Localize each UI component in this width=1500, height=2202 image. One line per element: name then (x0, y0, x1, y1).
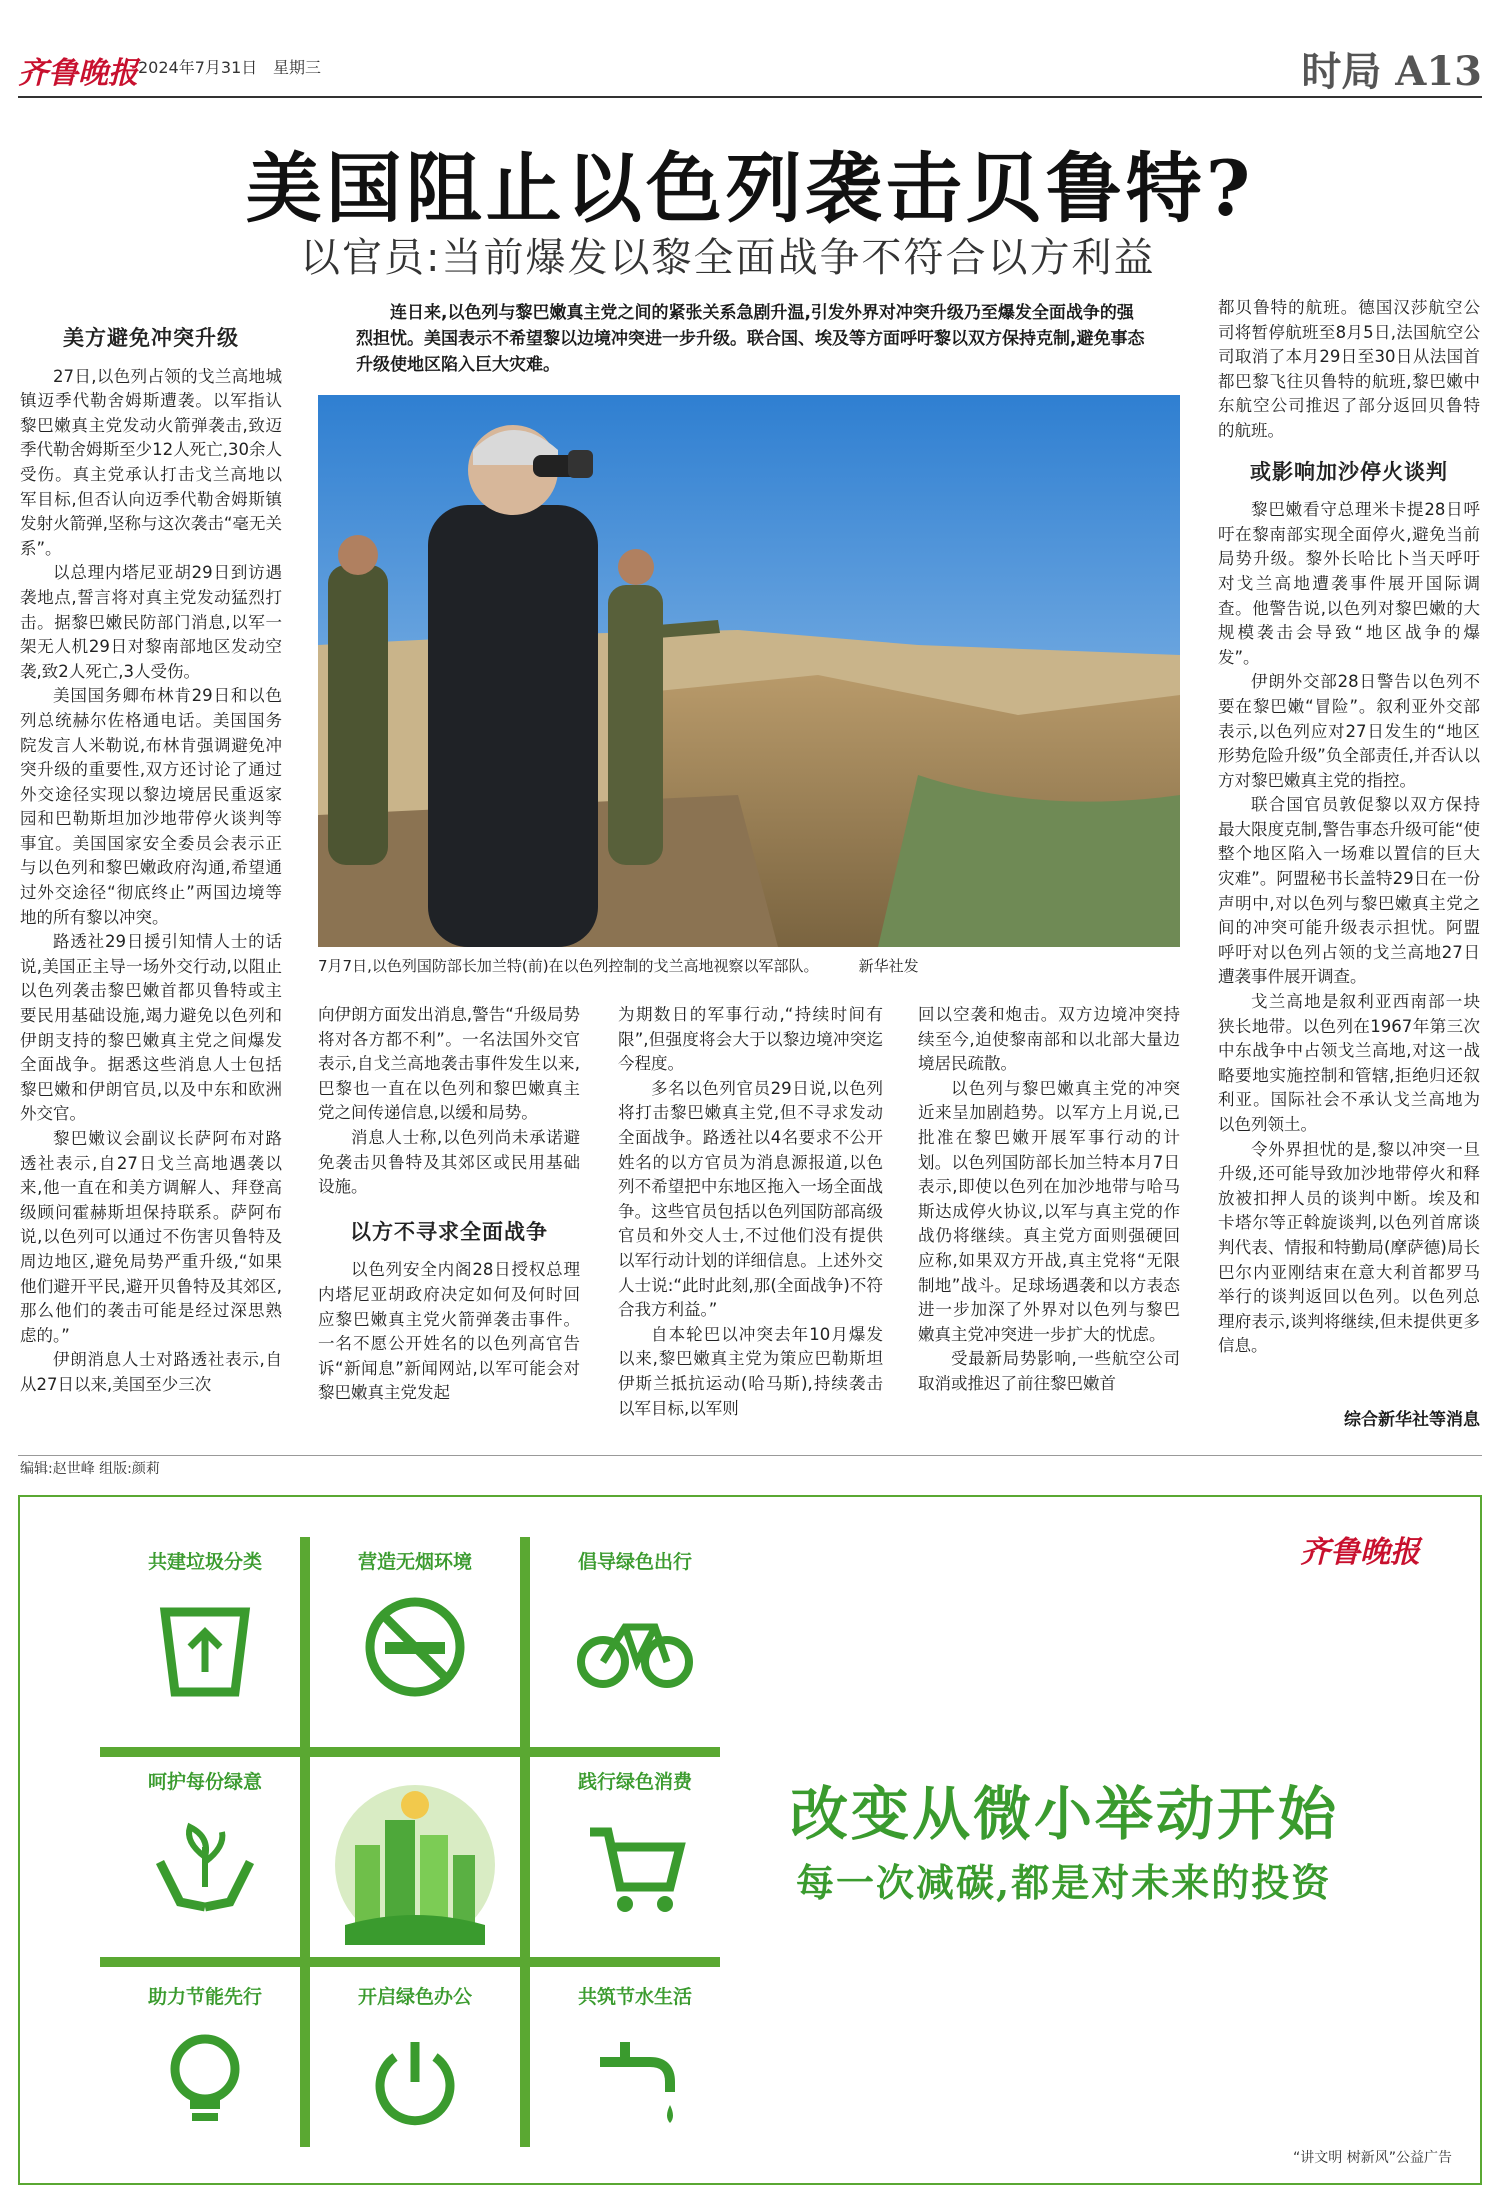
col1-paragraph: 路透社29日援引知情人士的话说,美国正主导一场外交行动,以阻止以色列袭击黎巴嫩首都贝鲁特或主要民用基础设施,竭力避免以色列和伊朗支持的黎巴嫩真主党之间爆发全面战争。据悉这些消息人士包括黎巴嫩和伊朗官员,以及中东和欧洲外交官。 (20, 932, 282, 1124)
col1-heading: 美方避免冲突升级 (63, 326, 239, 350)
col2-paragraph: 消息人士称,以色列尚未承诺避免袭击贝鲁特及其郊区或民用基础设施。 (318, 1127, 580, 1197)
headline: 美国阻止以色列袭击贝鲁特? (245, 144, 1255, 233)
photo-caption-text: 7月7日,以色列国防部长加兰特(前)在以色列控制的戈兰高地视察以军部队。 (318, 957, 819, 975)
bicycle-icon (575, 1592, 695, 1702)
col5-paragraph: 令外界担忧的是,黎以冲突一旦升级,还可能导致加沙地带停火和释放被扣押人员的谈判中断。埃及和卡塔尔等正斡旋谈判,以色列首席谈判代表、情报和特勤局(摩萨德)局长巴尔内亚刚结束在意大利首都罗马举行的谈判返回以色列。以色列总理府表示,谈判将继续,但未提供更多信息。 (1218, 1139, 1480, 1356)
ad-cell-label: 助力节能先行 (147, 1986, 262, 2008)
col4-paragraph: 以色列与黎巴嫩真主党的冲突近来呈加剧趋势。以军方上月说,已批准在黎巴嫩开展军事行动的计划。以色列国防部长加兰特本月7日表示,即使以色列在加沙地带与哈马斯达成停火协议,以军与真主党的作战仍将继续。真主党方面则强硬回应称,如果双方开战,真主党将“无限制地”战斗。足球场遇袭和以方表态进一步加深了外界对以色列与黎巴嫩真主党冲突进一步扩大的忧虑。 (918, 1078, 1180, 1344)
ad-cell-save-water (540, 1982, 730, 2141)
issue-date: 2024年7月31日 (138, 58, 258, 77)
faucet-icon (580, 2027, 690, 2137)
recycle-bin-icon (150, 1592, 260, 1702)
col2-paragraph: 向伊朗方面发出消息,警告“升级局势将对各方都不利”。一名法国外交官表示,自戈兰高地袭击事件发生以来,巴黎也一直在以色列和黎巴嫩真主党之间传递信息,以缓和局势。 (318, 1005, 580, 1123)
editor-credits: 编辑:赵世峰 组版:颜莉 (20, 1461, 160, 1477)
section-page-label: 时局 A13 (1301, 48, 1482, 95)
col2-paragraph: 以色列安全内阁28日授权总理内塔尼亚胡政府决定如何及何时回应黎巴嫩真主党火箭弹袭击事件。一名不愿公开姓名的以色列高官告诉“新闻息”新闻网站,以军可能会对黎巴嫩真主党发起 (318, 1260, 580, 1403)
column-4 (918, 1003, 1180, 1397)
ad-grid-line (300, 1537, 310, 2147)
col3-paragraph: 多名以色列官员29日说,以色列将打击黎巴嫩真主党,但不寻求发动全面战争。路透社以4名要求不公开姓名的以方官员为消息源报道,以色列不希望把中东地区拖入一场全面战争。这些官员包括以色列国防部高级官员和外交人士,不过他们没有提供以军行动计划的详细信息。上述外交人士说:“此时此刻,那(全面战争)不符合我方利益。” (618, 1078, 883, 1320)
hands-plant-icon (150, 1812, 260, 1922)
col1-paragraph: 黎巴嫩议会副议长萨阿布对路透社表示,自27日戈兰高地遇袭以来,他一直在和美方调解人、拜登高级顾问霍赫斯坦保持联系。萨阿布说,以色列可以通过不伤害贝鲁特及周边地区,避免局势严重升级,“如果他们避开平民,避开贝鲁特及其郊区,那么他们的袭击可能是经过深思熟虑的。” (20, 1129, 282, 1345)
news-photo-illustration (318, 395, 1180, 947)
ad-cell-label: 践行绿色消费 (577, 1771, 692, 1793)
lead-paragraph: 连日来,以色列与黎巴嫩真主党之间的紧张关系急剧升温,引发外界对冲突升级乃至爆发全面战争的强烈担忧。美国表示不希望黎以边境冲突进一步升级。联合国、埃及等方面呼吁黎以双方保持克制,避免事态升级使地区陷入巨大灾难。 (356, 303, 1145, 375)
column-2 (318, 1003, 580, 1406)
ad-cell-green-office (320, 1982, 510, 2141)
ad-cell-label: 共筑节水生活 (577, 1986, 692, 2008)
subheadline: 以官员:当前爆发以黎全面战争不符合以方利益 (300, 235, 1156, 281)
col5-paragraph: 都贝鲁特的航班。德国汉莎航空公司将暂停航班至8月5日,法国航空公司取消了本月29日至30日从法国首都巴黎飞往贝鲁特的航班,黎巴嫩中东航空公司推迟了部分返回贝鲁特的航班。 (1218, 298, 1480, 440)
col1-paragraph: 以总理内塔尼亚胡29日到访遇袭地点,誓言将对真主党发动猛烈打击。据黎巴嫩民防部门消息,以军一架无人机29日对黎南部地区发动空袭,致2人死亡,3人受伤。 (20, 563, 282, 681)
photo-caption (318, 955, 1180, 976)
ad-cell-label: 营造无烟环境 (357, 1551, 472, 1573)
ad-cell-energy-saving (110, 1982, 300, 2141)
ad-cell-no-smoking (320, 1547, 510, 1706)
ad-cell-green-travel (540, 1547, 730, 1706)
ad-cell-protect-green (110, 1767, 300, 1926)
power-icon (360, 2027, 470, 2137)
public-service-ad (18, 1495, 1482, 2185)
light-bulb-icon (150, 2027, 260, 2137)
ad-subslogan: 每一次减碳,都是对未来的投资 (796, 1860, 1332, 1905)
ad-cell-garbage-sorting (110, 1547, 300, 1706)
masthead (18, 38, 1482, 98)
ad-newspaper-logo: 齐鲁晚报 (1300, 1535, 1420, 1570)
divider (18, 1455, 1482, 1456)
ad-cell-label: 开启绿色办公 (357, 1986, 472, 2008)
ad-grid-line (100, 1747, 720, 1757)
col5-paragraph: 联合国官员敦促黎以双方保持最大限度克制,警告事态升级可能“使整个地区陷入一场难以置信的巨大灾难”。阿盟秘书长盖特29日在一份声明中,对以色列与黎巴嫩真主党之间的冲突可能升级表示担忧。阿盟呼吁对以色列占领的戈兰高地27日遭袭事件展开调查。 (1218, 795, 1480, 987)
column-1 (20, 316, 282, 1398)
col3-paragraph: 为期数日的军事行动,“持续时间有限”,但强度将会大于以黎边境冲突迄今程度。 (618, 1005, 883, 1074)
ad-cell-green-consumption (540, 1767, 730, 1926)
ad-cell-label: 共建垃圾分类 (147, 1551, 262, 1573)
photo-source: 新华社发 (858, 957, 919, 975)
news-photo (318, 395, 1180, 947)
col5-heading: 或影响加沙停火谈判 (1250, 459, 1448, 484)
col4-paragraph: 受最新局势影响,一些航空公司取消或推迟了前往黎巴嫩首 (918, 1349, 1180, 1393)
col5-paragraph: 黎巴嫩看守总理米卡提28日呼吁在黎南部实现全面停火,避免当前局势升级。黎外长哈比卜当天呼吁对戈兰高地遭袭事件展开国际调查。他警告说,以色列对黎巴嫩的大规模袭击会导致“地区战争的爆发”。 (1218, 500, 1480, 667)
shopping-cart-icon (580, 1812, 690, 1922)
newspaper-logo: 齐鲁晚报 (18, 56, 138, 91)
ad-center-illustration (320, 1757, 510, 1957)
ad-slogan: 改变从微小举动开始 (790, 1780, 1340, 1848)
column-5 (1218, 296, 1480, 1359)
col1-paragraph: 伊朗消息人士对路透社表示,自从27日以来,美国至少三次 (20, 1350, 282, 1394)
no-smoking-icon (360, 1592, 470, 1702)
col2-heading: 以方不寻求全面战争 (350, 1219, 548, 1244)
ad-cell-label: 倡导绿色出行 (577, 1551, 692, 1573)
green-city-illustration (325, 1775, 505, 1965)
col4-paragraph: 回以空袭和炮击。双方边境冲突持续至今,迫使黎南部和以北部大量边境居民疏散。 (918, 1005, 1180, 1074)
col5-paragraph: 伊朗外交部28日警告以色列不要在黎巴嫩“冒险”。叙利亚外交部表示,以色列应对27日发生的“地区形势危险升级”负全部责任,并否认以方对黎巴嫩真主党的指控。 (1218, 672, 1480, 790)
issue-weekday: 星期三 (273, 58, 322, 77)
ad-note: “讲文明 树新风”公益广告 (1293, 2150, 1452, 2166)
column-3 (618, 1003, 883, 1421)
col1-paragraph: 美国国务卿布林肯29日和以色列总统赫尔佐格通电话。美国国务院发言人米勒说,布林肯强调避免冲突升级的重要性,双方还讨论了通过外交途径实现以黎边境居民重返家园和巴勒斯坦加沙地带停火谈判等事宜。美国国家安全委员会表示正与以色列和黎巴嫩政府沟通,希望通过外交途径“彻底终止”两国边境等地的所有黎以冲突。 (20, 686, 282, 927)
col1-paragraph: 27日,以色列占领的戈兰高地城镇迈季代勒舍姆斯遭袭。以军指认黎巴嫩真主党发动火箭弹袭击,致迈季代勒舍姆斯至少12人死亡,30余人受伤。真主党承认打击戈兰高地以军目标,但否认向迈季代勒舍姆斯镇发射火箭弹,坚称与这次袭击“毫无关系”。 (20, 366, 282, 558)
ad-cell-label: 呵护每份绿意 (147, 1771, 262, 1793)
ad-grid-line (520, 1537, 530, 2147)
article-credit: 综合新华社等消息 (1344, 1410, 1480, 1430)
col5-paragraph: 戈兰高地是叙利亚西南部一块狭长地带。以色列在1967年第三次中东战争中占领戈兰高地,对这一战略要地实施控制和管辖,拒绝归还叙利亚。国际社会不承认戈兰高地为以色列领土。 (1218, 992, 1480, 1134)
col3-paragraph: 自本轮巴以冲突去年10月爆发以来,黎巴嫩真主党为策应巴勒斯坦伊斯兰抵抗运动(哈马斯),持续袭击以军目标,以军则 (618, 1324, 883, 1418)
